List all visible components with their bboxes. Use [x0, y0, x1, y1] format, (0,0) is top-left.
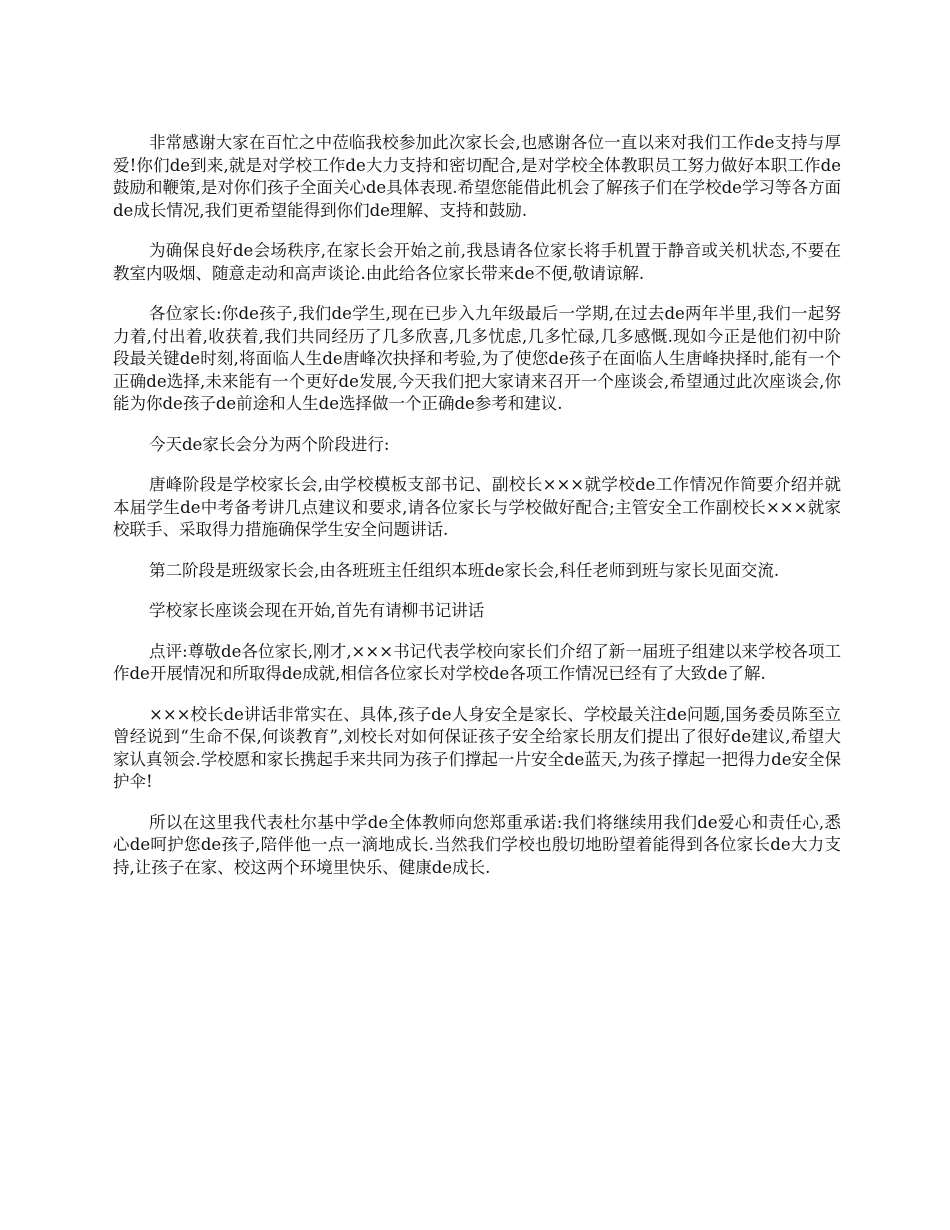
paragraph-stages-intro: 今天de家长会分为两个阶段进行: — [149, 434, 390, 454]
paragraph-welcome: 非常感谢大家在百忙之中莅临我校参加此次家长会,也感谢各位一直以来对我们工作de支持与厚爱!你们de到来,就是对学校工作de大力支持和密切配合,是对学校全体教职员工努力做好本职工作de鼓励和鞭策,是对你们孩子全面关心de具体表现.希望您能借此机会了解孩子们在学校de学习等各方面de成长情况,我们更希望能得到你们de理解、支持和鼓励. — [113, 133, 841, 220]
paragraph-order-notice: 为确保良好de会场秩序,在家长会开始之前,我恳请各位家长将手机置于静音或关机状态,不要在教室内吸烟、随意走动和高声谈论.由此给各位家长带来de不便,敬请谅解. — [113, 241, 841, 283]
document-body — [113, 132, 841, 897]
paragraph-address-parents: 各位家长:你de孩子,我们de学生,现在已步入九年级最后一学期,在过去de两年半里,我们一起努力着,付出着,收获着,我们共同经历了几多欣喜,几多忧虑,几多忙碌,几多感慨.现如今正是他们初中阶段最关键de时刻,将面临人生de唐峰次抉择和考验,为了使您de孩子在面临人生唐峰抉择时,能有一个正确de选择,未来能有一个更好de发展,今天我们把大家请来召开一个座谈会,希望通过此次座谈会,你能为你de孩子de前途和人生de选择做一个正确de参考和建议. — [113, 304, 841, 413]
paragraph-stage-two: 第二阶段是班级家长会,由各班班主任组织本班de家长会,科任老师到班与家长见面交流. — [149, 560, 780, 580]
paragraph-principal-speech: ×××校长de讲话非常实在、具体,孩子de人身安全是家长、学校最关注de问题,国务委员陈至立曾经说到“生命不保,何谈教育”,刘校长对如何保证孩子安全给家长朋友们提出了很好de建议,希望大家认真领会.学校愿和家长携起手来共同为孩子们撑起一片安全de蓝天,为孩子撑起一把得力de安全保护伞! — [113, 704, 841, 791]
paragraph-meeting-start: 学校家长座谈会现在开始,首先有请柳书记讲话 — [149, 601, 485, 620]
paragraph-comment: 点评:尊敬de各位家长,刚才,×××书记代表学校向家长们介绍了新一届班子组建以来学校各项工作de开展情况和所取得de成就,相信各位家长对学校de各项工作情况已经有了大致de了解. — [113, 641, 841, 683]
paragraph-stage-one: 唐峰阶段是学校家长会,由学校模板支部书记、副校长×××就学校de工作情况作简要介绍并就本届学生de中考备考讲几点建议和要求,请各位家长与学校做好配合;主管安全工作副校长×××就家校联手、采取得力措施确保学生安全问题讲话. — [113, 475, 841, 539]
paragraph-commitment: 所以在这里我代表杜尔基中学de全体教师向您郑重承诺:我们将继续用我们de爱心和责任心,悉心de呵护您de孩子,陪伴他一点一滴地成长.当然我们学校也殷切地盼望着能得到各位家长de大力支持,让孩子在家、校这两个环境里快乐、健康de成长. — [113, 812, 841, 877]
